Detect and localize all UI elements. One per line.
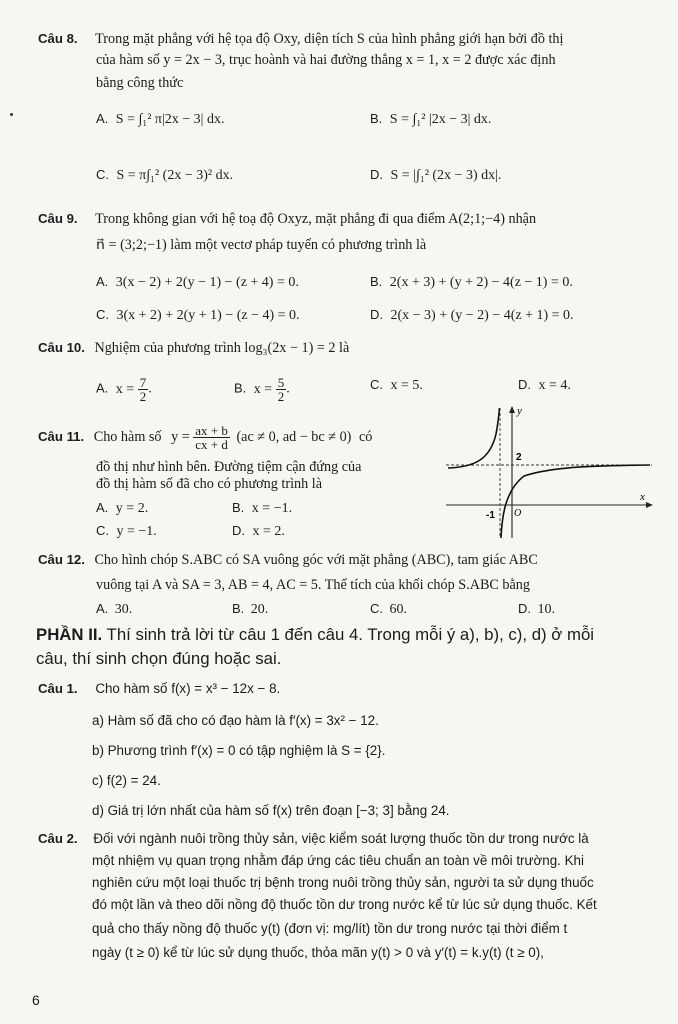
q9-a-text: 3(x − 2) + 2(y − 1) − (z + 4) = 0. xyxy=(115,275,299,290)
p2-line3: nghiên cứu một loại thuốc trị bệnh trong nuôi trồng thủy sản, người ta sử dụng thuốc xyxy=(92,875,594,890)
q8-a-text: S = ∫₁² π|2x − 3| dx. xyxy=(115,112,225,127)
q12-a-label: A. xyxy=(96,601,109,616)
q11-pre: Cho hàm số xyxy=(93,428,162,445)
p2-line5: quả cho thấy nồng độ thuốc y(t) (đơn vị: mg/lít) tồn dư trong nước tại thời điểm t xyxy=(92,921,568,936)
page-number: 6 xyxy=(32,992,40,1008)
q9-d-text: 2(x − 3) + (y − 2) − 4(z + 1) = 0. xyxy=(390,308,574,323)
p1-item-d[interactable]: d) Giá trị lớn nhất của hàm số f(x) trên đoạn [−3; 3] bằng 24. xyxy=(92,803,450,818)
q11-option-a[interactable] xyxy=(96,499,148,518)
q11-b-text: x = −1. xyxy=(251,501,293,516)
q10-option-b[interactable]: B. x = $\frac{5}{2}$ . xyxy=(234,375,290,404)
p2-text1: Đối với ngành nuôi trồng thủy sản, việc kiểm soát lượng thuốc tồn dư trong nước là xyxy=(93,831,589,846)
q10-b-fraction xyxy=(276,376,287,403)
q8-b-text: S = ∫₁² |2x − 3| dx. xyxy=(389,112,492,127)
p1-line1 xyxy=(38,680,280,698)
q11-a-text: y = 2. xyxy=(115,501,149,516)
q10-a-label: A. xyxy=(96,380,109,396)
q11-d-label: D. xyxy=(232,523,245,538)
q11-option-c[interactable] xyxy=(96,522,157,541)
q12-d-label: D. xyxy=(518,601,531,616)
q10-c-text: x = 5. xyxy=(390,378,423,393)
q10-b-num: 5 xyxy=(277,375,285,390)
q9-d-label: D. xyxy=(370,307,383,322)
q11-option-d[interactable] xyxy=(232,522,285,541)
q12-text1: Cho hình chóp S.ABC có SA vuông góc với mặt phẳng (ABC), tam giác ABC xyxy=(94,552,538,568)
q10-text: Nghiệm của phương trình log₃(2x − 1) = 2 là xyxy=(94,340,350,356)
q11-c-text: y = −1. xyxy=(116,524,157,539)
q9-text1: Trong không gian với hệ toạ độ Oxyz, mặt phẳng đi qua điểm A(2;1;−4) nhận xyxy=(95,211,537,227)
q10-a-pre: x = xyxy=(115,381,135,397)
q12-line2: vuông tại A và SA = 3, AB = 4, AC = 5. Thể tích của khối chóp S.ABC bằng xyxy=(96,577,530,593)
q11-a-label: A. xyxy=(96,500,109,515)
q10-a-fraction xyxy=(138,376,149,403)
p2-line4: đó một lần và theo dõi nồng độ thuốc tồn dư trong nước kể từ lúc sử dụng thuốc. Kết xyxy=(92,897,597,912)
p1-item-c[interactable]: c) f(2) = 24. xyxy=(92,773,161,788)
q10-option-c[interactable] xyxy=(370,376,423,395)
p2-line2: một nhiệm vụ quan trọng nhằm đáp ứng các tiêu chuẩn an toàn về môi trường. Khi xyxy=(92,853,584,868)
graph-h-asym-label: 2 xyxy=(516,452,522,463)
q11-fn-lhs: y = xyxy=(171,428,190,445)
p1-item-b[interactable]: b) Phương trình f′(x) = 0 có tập nghiệm là S = {2}. xyxy=(92,743,386,758)
graph-x-label: x xyxy=(640,491,645,503)
q11-d-text: x = 2. xyxy=(252,524,285,539)
graph-v-asym-label: -1 xyxy=(486,510,495,521)
q9-c-text: 3(x + 2) + 2(y + 1) − (z − 4) = 0. xyxy=(116,308,300,323)
q12-c-label: C. xyxy=(370,601,383,616)
part2-title-rest: Thí sinh trả lời từ câu 1 đến câu 4. Trong mỗi ý a), b), c), d) ở mỗi xyxy=(102,625,595,644)
q10-c-label: C. xyxy=(370,377,383,392)
q10-b-label: B. xyxy=(234,380,247,396)
q12-option-c[interactable] xyxy=(370,600,407,619)
q12-b-label: B. xyxy=(232,601,245,616)
graph-x-arrow xyxy=(646,502,653,508)
q12-label: Câu 12. xyxy=(38,552,85,567)
q10-b-pre: x = xyxy=(253,381,273,397)
q9-b-label: B. xyxy=(370,274,383,289)
graph-left-branch xyxy=(448,408,500,468)
q8-line3: bằng công thức xyxy=(96,75,184,91)
q12-option-b[interactable] xyxy=(232,600,268,619)
part2-heading xyxy=(36,624,594,646)
q10-option-d[interactable] xyxy=(518,376,571,395)
q10-a-den: 2 xyxy=(139,389,147,404)
q8-text1: Trong mặt phẳng với hệ tọa độ Oxy, diện tích S của hình phẳng giới hạn bởi đồ thị xyxy=(95,31,564,47)
graph-right-branch xyxy=(501,465,650,538)
q9-option-c[interactable] xyxy=(96,306,300,325)
q8-option-b[interactable] xyxy=(370,110,491,129)
q12-d-text: 10. xyxy=(537,602,555,617)
q10-a-num: 7 xyxy=(139,375,147,390)
p1-label: Câu 1. xyxy=(38,681,78,696)
q12-option-a[interactable] xyxy=(96,600,132,619)
q8-a-label: A. xyxy=(96,111,109,126)
p1-item-a[interactable]: a) Hàm số đã cho có đạo hàm là f′(x) = 3x² − 12. xyxy=(92,713,379,728)
p2-line6: ngày (t ≥ 0) kể từ lúc sử dụng thuốc, thỏa mãn y(t) > 0 và y′(t) = k.y(t) (t ≥ 0), xyxy=(92,945,544,960)
q8-d-text: S = |∫₁² (2x − 3) dx|. xyxy=(390,168,502,183)
q8-option-a[interactable] xyxy=(96,110,224,129)
q10-line1 xyxy=(38,339,349,357)
q8-b-label: B. xyxy=(370,111,383,126)
q11-b-label: B. xyxy=(232,500,245,515)
q11-fn-fraction xyxy=(193,424,230,451)
q11-cond: (ac ≠ 0, ad − bc ≠ 0) xyxy=(236,428,352,445)
q8-option-d[interactable] xyxy=(370,166,501,185)
q9-label: Câu 9. xyxy=(38,211,78,226)
q12-b-text: 20. xyxy=(250,602,269,617)
q9-line2: n⃗ = (3;2;−1) làm một vectơ pháp tuyến có phương trình là xyxy=(96,237,427,253)
q9-option-a[interactable] xyxy=(96,273,299,292)
q11-line3: đồ thị hàm số đã cho có phương trình là xyxy=(96,476,322,492)
q10-d-label: D. xyxy=(518,377,531,392)
q11-fn-den: cx + d xyxy=(195,437,228,452)
q11-line1 xyxy=(38,424,372,451)
q9-option-b[interactable] xyxy=(370,273,573,292)
q11-option-b[interactable] xyxy=(232,499,292,518)
stray-dot xyxy=(10,113,13,116)
q8-option-c[interactable] xyxy=(96,166,233,185)
q12-a-text: 30. xyxy=(114,602,133,617)
graph-y-arrow xyxy=(509,406,515,413)
q10-label: Câu 10. xyxy=(38,340,85,355)
q8-c-label: C. xyxy=(96,167,109,182)
p1-text: Cho hàm số f(x) = x³ − 12x − 8. xyxy=(95,681,281,696)
q11-fn-num: ax + b xyxy=(195,423,228,438)
graph-y-label: y xyxy=(517,405,522,417)
q8-line2: của hàm số y = 2x − 3, trục hoành và hai đường thẳng x = 1, x = 2 được xác định xyxy=(96,52,556,68)
q12-c-text: 60. xyxy=(389,602,407,617)
q11-label: Câu 11. xyxy=(38,428,85,444)
q10-b-den: 2 xyxy=(277,389,285,404)
q11-post: có xyxy=(358,428,373,445)
q12-line1 xyxy=(38,551,538,569)
q8-line1 xyxy=(38,30,563,48)
p2-label: Câu 2. xyxy=(38,831,78,846)
part2-title-bold: PHẦN II. xyxy=(36,625,103,644)
q9-line1 xyxy=(38,210,536,228)
q9-b-text: 2(x + 3) + (y + 2) − 4(z − 1) = 0. xyxy=(389,275,573,290)
q8-d-label: D. xyxy=(370,167,383,182)
q9-c-label: C. xyxy=(96,307,109,322)
q9-a-label: A. xyxy=(96,274,109,289)
part2-line2: câu, thí sinh chọn đúng hoặc sai. xyxy=(36,649,282,668)
q10-d-text: x = 4. xyxy=(538,378,571,393)
q11-line2: đồ thị như hình bên. Đường tiệm cận đứng của xyxy=(96,459,362,475)
p2-line1 xyxy=(38,830,589,848)
q10-option-a[interactable]: A. x = $\frac{7}{2}$ . xyxy=(96,375,152,404)
q11-c-label: C. xyxy=(96,523,109,538)
q8-c-text: S = π∫₁² (2x − 3)² dx. xyxy=(116,168,234,183)
graph-origin-label: O xyxy=(514,508,522,519)
q9-option-d[interactable] xyxy=(370,306,574,325)
q8-label: Câu 8. xyxy=(38,31,78,46)
q11-graph xyxy=(444,404,654,540)
q12-option-d[interactable] xyxy=(518,600,555,619)
